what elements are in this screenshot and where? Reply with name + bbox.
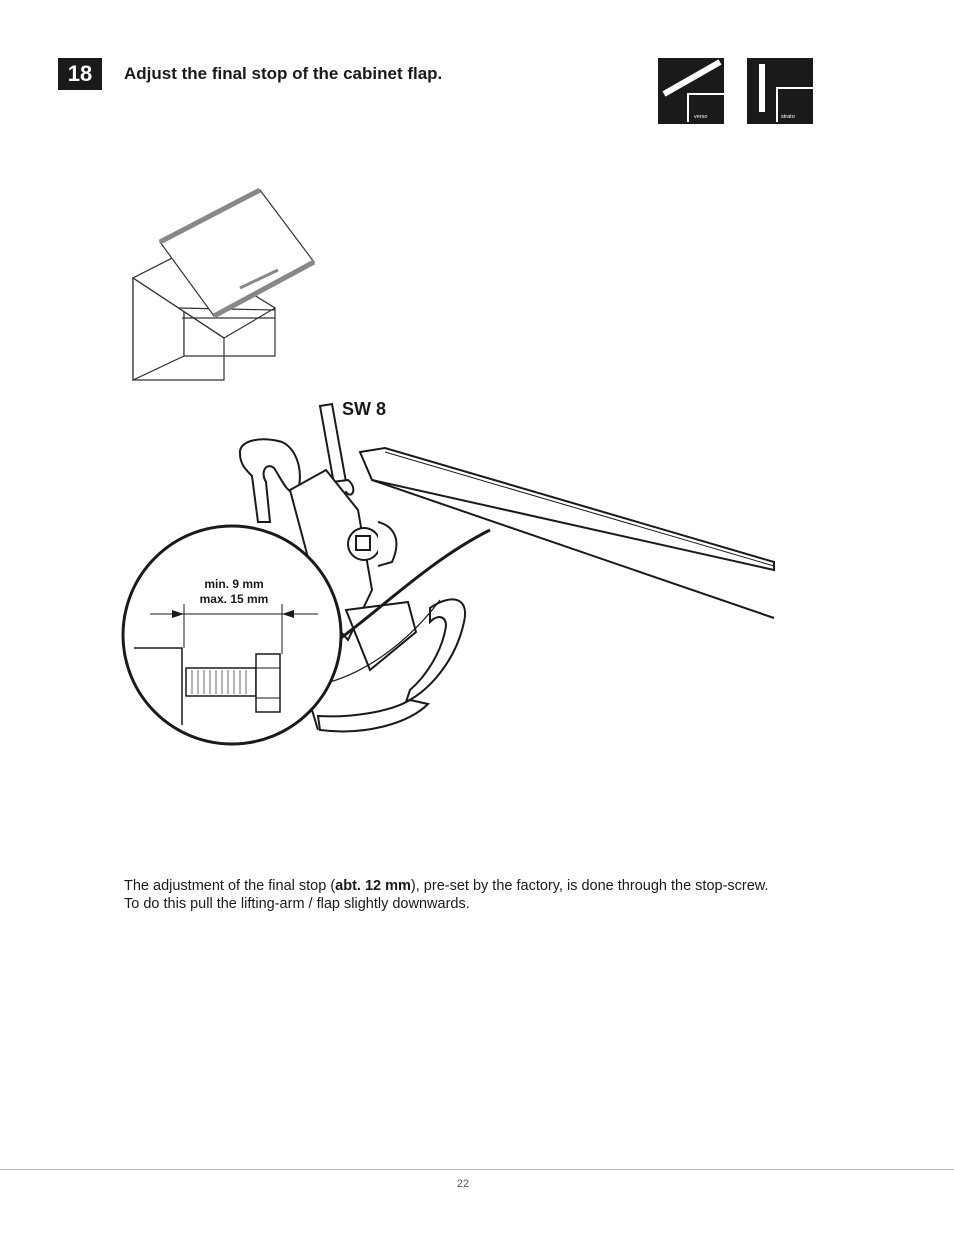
strato-fitting-icon bbox=[747, 58, 813, 124]
instruction-text bbox=[124, 877, 769, 913]
wrench-size-label: SW 8 bbox=[342, 399, 387, 419]
step-number: 18 bbox=[67, 61, 93, 86]
strato-label: strato bbox=[781, 114, 795, 120]
instruction-text-start: The adjustment of the final stop ( bbox=[124, 878, 336, 894]
step-number-badge bbox=[58, 58, 102, 90]
verso-fitting-icon bbox=[658, 58, 724, 124]
instruction-text-line2: To do this pull the lifting-arm / flap slightly downwards. bbox=[124, 896, 470, 912]
flap-adjustment-illustration bbox=[110, 170, 790, 750]
instruction-text-bold: abt. 12 mm bbox=[335, 878, 411, 894]
instruction-text-end: ), pre-set by the factory, is done through the stop-screw. bbox=[410, 878, 769, 894]
step-title: Adjust the final stop of the cabinet flap. bbox=[124, 64, 443, 83]
dimension-max-label: max. 15 mm bbox=[199, 592, 269, 606]
page-number: 22 bbox=[456, 1178, 470, 1190]
footer-divider bbox=[0, 1169, 954, 1170]
cabinet-drawing bbox=[133, 190, 314, 380]
dimension-min-label: min. 9 mm bbox=[204, 577, 264, 591]
screw-detail-circle bbox=[123, 526, 341, 744]
verso-label: verso bbox=[694, 114, 708, 120]
